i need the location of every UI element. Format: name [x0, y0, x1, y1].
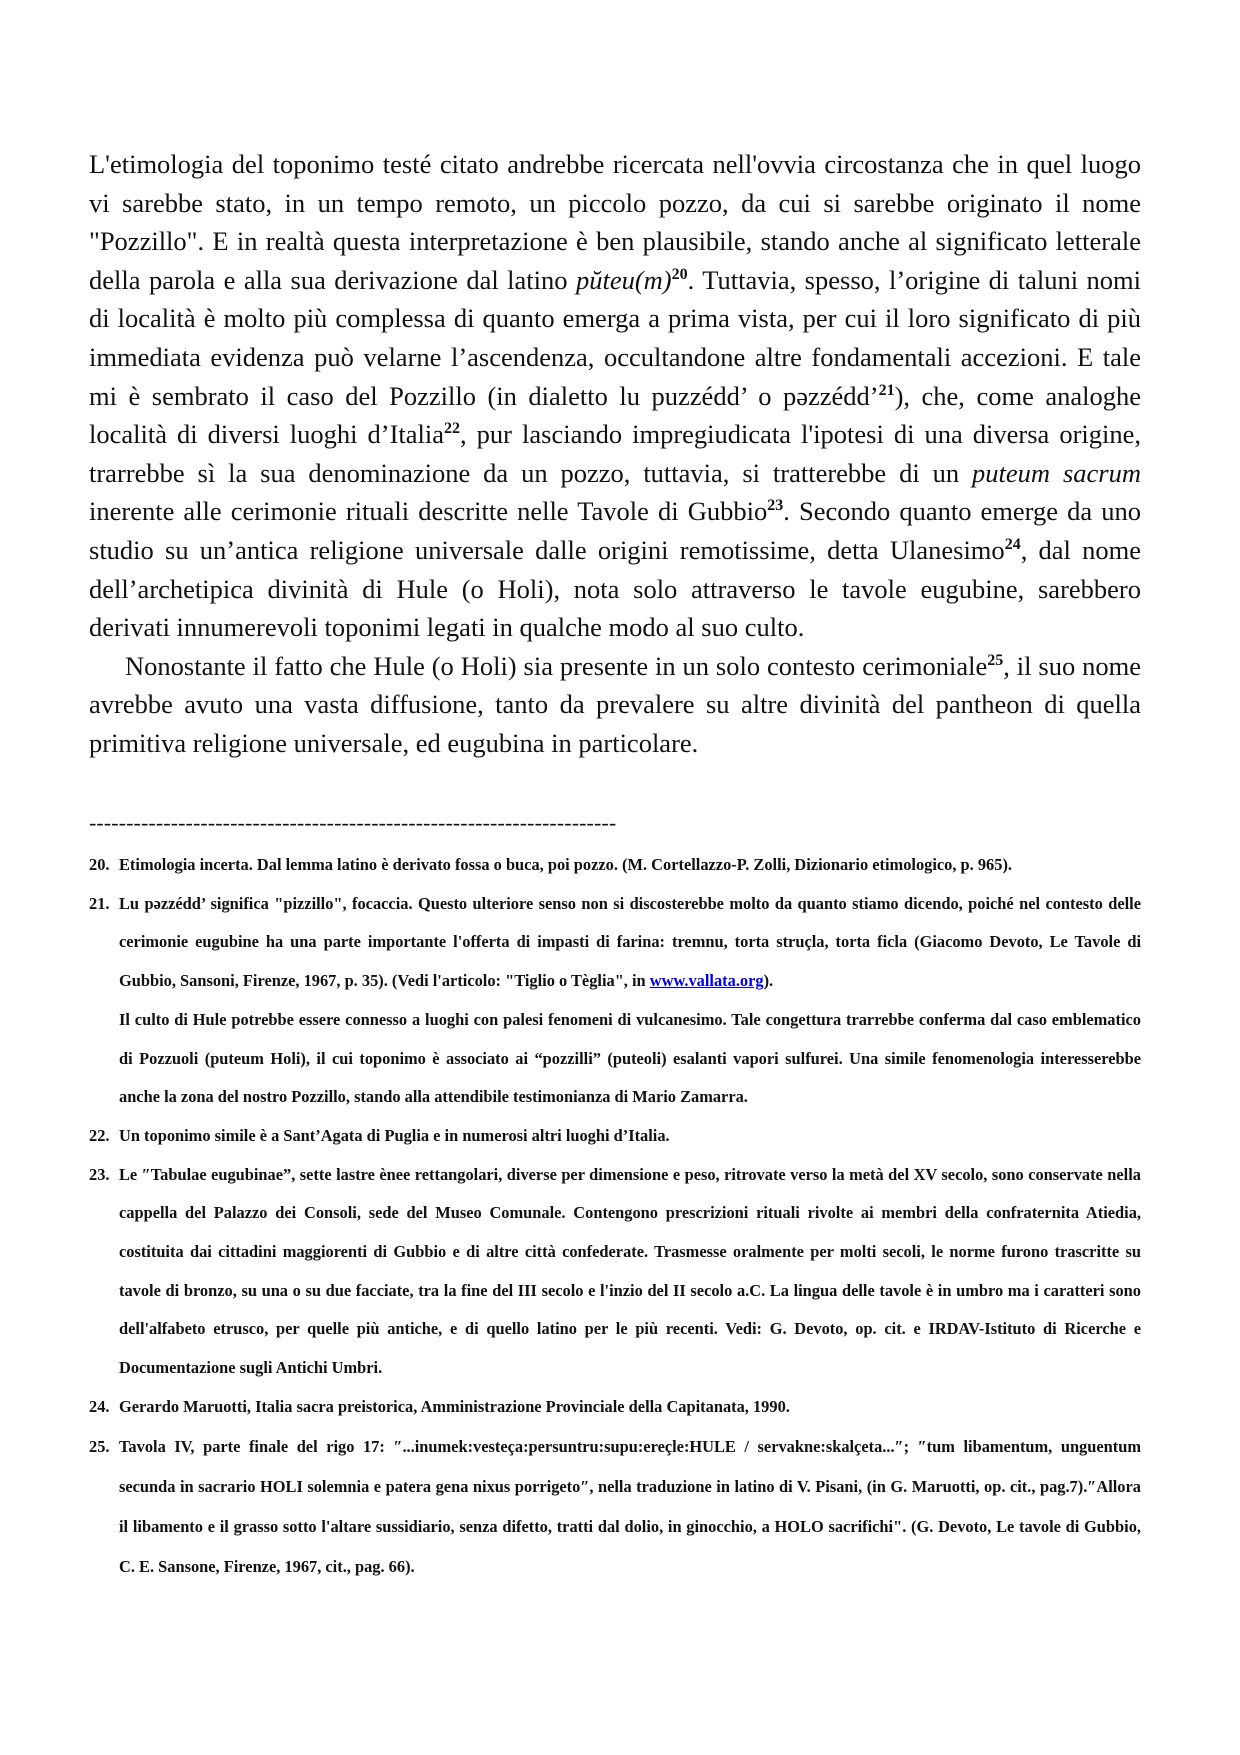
paragraph-2: Nonostante il fatto che Hule (o Holi) sia presente in un solo contesto cerimoniale$^{25}$, il suo nome avrebbe avuto una vasta diffusione, tanto da prevalere su altre divinità del pantheon di quella primitiva religione universale, ed eugubina in particolare. — [89, 650, 1141, 758]
footnote-ref-21[interactable]: 21 — [878, 381, 895, 399]
paragraph-1: L'etimologia del toponimo testé citato andrebbe ricercata nell'ovvia circostanza che in quel luogo vi sarebbe stato, in un tempo remoto, un piccolo pozzo, da cui si sarebbe originato il nome "Pozzillo". E in realtà questa interpretazione è ben plausibile, stando anche al significato letterale della parola e alla sua derivazione dal latino $pŭteu(m)^{20}$. Tuttavia, spesso, l’origine di taluni nomi di località è molto più complessa di quanto emerga a prima vista, per cui il loro significato di più immediata evidenza può velarne l’ascendenza, occultandone altre fondamentali accezioni. E tale mi è sembrato il caso del Pozzillo (in dialetto lu puzzédd’ o pəzzédd’$^{21}$), che, come analoghe località di diversi luoghi d’Italia$^{22}$, pur lasciando impregiudicata l'ipotesi di una diversa origine, trarrebbe sì la sua denominazione da un pozzo, tuttavia, si tratterebbe di un puteum sacrum inerente alle cerimonie rituali descritte nelle Tavole di Gubbio$^{23}$. Secondo quanto emerge da uno studio su un’antica religione universale dalle origini remotissime, detta Ulanesimo$^{24}$, dal nome dell’archetipica divinità di Hule (o Holi), nota solo attraverso le tavole eugubine, sarebbero derivati innumerevoli toponimi legati in qualche modo al suo culto. — [89, 149, 1142, 643]
footnote-23: 23. Le ″Tabulae eugubinae”, sette lastre ènee rettangolari, diverse per dimensione e peso, ritrovate verso la metà del XV secolo, sono conservate nella cappella del Palazzo dei Consoli, sede del Museo Comunale. Contengono prescrizioni rituali rivolte ai membri della confraternita Atiedia, costituita dai cittadini maggiorenti di Gubbio e di altre città confederate. Trasmesse oralmente per molti secoli, le norme furono trascritte su tavole di bronzo, su una o su due facciate, tra la fine del III secolo e l'inzio del II secolo a.C. La lingua delle tavole è in umbro ma i caratteri sono dell'alfabeto etrusco, per quelle più antiche, e di quello latino per le più recenti. Vedi: G. Devoto, op. cit. e IRDAV-Istituto di Ricerche e Documentazione sugli Antichi Umbri. — [89, 1164, 1141, 1378]
main-text — [89, 145, 1141, 763]
footnote-ref-24[interactable]: 24 — [1004, 535, 1021, 553]
footnote-25: 25. Tavola IV, parte finale del rigo 17: ″...inumek:vesteça:persuntru:supu:ereçle:HULE / servakne:skalçeta...″; ″tum libamentum, unguentum secunda in sacrario HOLI solemnia e patera gena nixus porrigeto″, nella traduzione in latino di V. Pisani, (in G. Maruotti, op. cit., pag.7).″Allora il libamento e il grasso sotto l'altare sussidiario, senza difetto, tratti dal dolio, in ginocchio, a HOLO sacrifichi". (G. Devoto, Le tavole di Gubbio, C. E. Sansone, Firenze, 1967, cit., pag. 66). — [89, 1436, 1141, 1576]
footnote-separator: ----------------------------------------------------------------------- — [89, 810, 617, 835]
footnotes — [89, 846, 1141, 1587]
footnote-ref-25[interactable]: 25 — [987, 651, 1004, 669]
footnote-21: 21. Lu pəzzédd’ significa "pizzillo", focaccia. Questo ulteriore senso non si discosterebbe molto da quanto stiamo dicendo, poiché nel contesto delle cerimonie eugubine ha una parte importante l'offerta di impasti di farina: tremnu, torta struçla, torta ficla (Giacomo Devoto, Le Tavole di Gubbio, Sansoni, Firenze, 1967, p. 35). (Vedi l'articolo: "Tiglio o Tèglia", in www.vallata.org). Il culto di Hule potrebbe essere connesso a luoghi con palesi fenomeni di vulcanesimo. Tale congettura trarrebbe conferma dal caso emblematico di Pozzuoli (puteum Holi), il cui toponimo è associato ai “pozzilli” (puteoli) esalanti vapori sulfurei. Una simile fenomenologia interesserebbe anche la zona del nostro Pozzillo, stando alla attendibile testimonianza di Mario Zamarra. — [89, 893, 1141, 1107]
footnote-20: 20. Etimologia incerta. Dal lemma latino è derivato fossa o buca, poi pozzo. (M. Cortellazzo-P. Zolli, Dizionario etimologico, p. 965). — [89, 855, 1013, 874]
footnote-ref-23[interactable]: 23 — [767, 497, 784, 515]
footnote-24: 24. Gerardo Maruotti, Italia sacra preistorica, Amministrazione Provinciale della Capitanata, 1990. — [89, 1396, 790, 1416]
footnote-ref-20[interactable]: 20 — [671, 265, 688, 283]
footnote-ref-22[interactable]: 22 — [444, 420, 461, 438]
footnote-22: 22. Un toponimo simile è a Sant’Agata di Puglia e in numerosi altri luoghi d’Italia. — [89, 1125, 670, 1145]
vallata-link[interactable]: www.vallata.org — [649, 971, 764, 991]
